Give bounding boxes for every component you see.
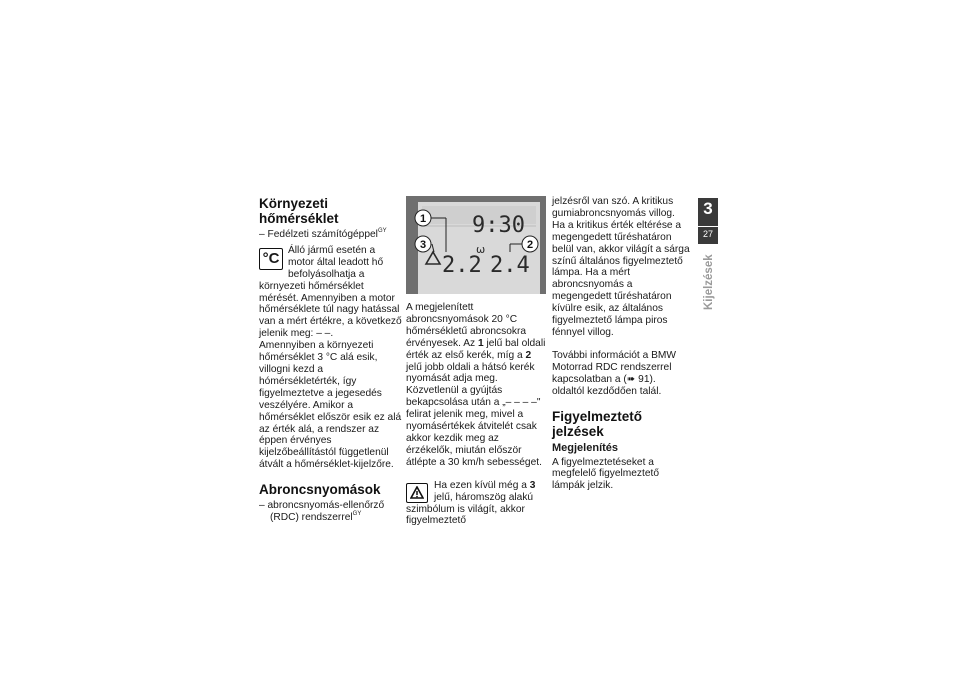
- heading-warnings: Figyelmeztető jelzések: [552, 408, 643, 439]
- dash-item-rdc: – abroncsnyomás-ellenőrző (RDC) rendszerrel$^{GY}$: [259, 500, 385, 524]
- column-1: [259, 196, 402, 528]
- chapter-number: 3: [703, 199, 713, 218]
- callout-3: 3: [419, 239, 427, 251]
- warning-triangle-icon: [406, 483, 428, 503]
- rdc-reference-paragraph: További információt a BMW Motorrad RDC rendszerrel kapcsolatban a (➠ 91). oldaltól kezdődően talál.: [552, 349, 676, 397]
- subheading-display: Megjelenítés: [552, 441, 619, 454]
- page-number: 27: [698, 226, 718, 241]
- dash-item-onboard-computer: – Fedélzeti számítógéppel$^{GY}$: [259, 228, 387, 240]
- column-2: [406, 196, 548, 527]
- lcd-time: 9:30: [472, 213, 525, 238]
- tyre-pressure-paragraph-1: A megjelenített abroncsnyomások 20 °C hőmérsékletű abroncsokra érvényesek. Az 1 jelű bal oldali érték az első kerék, míg a 2 jelű jobb oldali a hátsó kerék nyomását adja meg. Közvetlenül a gyújtás bekapcsolása után a „– – – –" felirat jelenik meg, mivel a nyomásértékek átvitelét csak akkor kezdik meg az érzékelők, miután először átlépte a 30 km/h sebességet.: [406, 302, 546, 468]
- lcd-rear-pressure: 2.4: [490, 253, 530, 278]
- warnings-paragraph: A figyelmeztetéseket a megfelelő figyelmeztető lámpák jelzik.: [552, 456, 660, 492]
- ambient-temp-paragraph-1: Álló jármű esetén a motor által leadott hő befolyásolhatja a környezeti hőmérséklet mérését. Amennyiben a motor hőmérséklete túl nagy hatással van a mért értékre, a következő jelenik meg: – –.: [259, 244, 402, 340]
- heading-ambient-temperature: Környezeti hőmérséklet: [259, 196, 339, 226]
- ambient-temp-paragraph-2: Amennyiben a környezeti hőmérséklet 3 °C alá esik, villogni kezd a hómérsékletérték, így figyelmeztetve a jegesedés veszélyére. Amikor a hőmérséklet először esik ez alá az érték alá, a rendszer az éppen érvényes kijelzőbeállítástól függetlenül átvált a hőmérséklet-kijelzőre.: [259, 340, 402, 471]
- tyre-pressure-paragraph-2: Ha ezen kívül még a 3 jelű, háromszög alakú szimbólum is világít, akkor figyelmeztető: [406, 479, 536, 527]
- temperature-icon: °C: [259, 248, 283, 270]
- tyre-pressure-paragraph-4: Ha a kritikus érték eltérése a megengedett tűréshatáron belül van, akkor világít a sárga színű általános figyelmeztető lámpa. Ha a mért abroncsnyomás a megengedett tűréshatáron kívülre esik, az általános figyelmeztető lámpa piros fénnyel villog.: [552, 219, 690, 338]
- heading-tyre-pressures: Abroncsnyomások: [259, 482, 381, 498]
- column-3: [552, 196, 690, 492]
- tyre-pressure-paragraph-3: jelzésről van szó. A kritikus gumiabroncsnyomás villog.: [552, 196, 675, 219]
- callout-1: 1: [419, 213, 427, 225]
- lcd-display-image: [406, 196, 546, 294]
- lcd-front-pressure: 2.2: [442, 253, 482, 278]
- callout-2: 2: [526, 239, 534, 251]
- lcd-pressure-unit-icon: ω: [476, 243, 486, 256]
- page-reference-link[interactable]: (➠ 91).: [623, 373, 656, 385]
- chapter-title-vertical: [700, 250, 716, 310]
- chapter-title: Kijelzések: [703, 254, 715, 310]
